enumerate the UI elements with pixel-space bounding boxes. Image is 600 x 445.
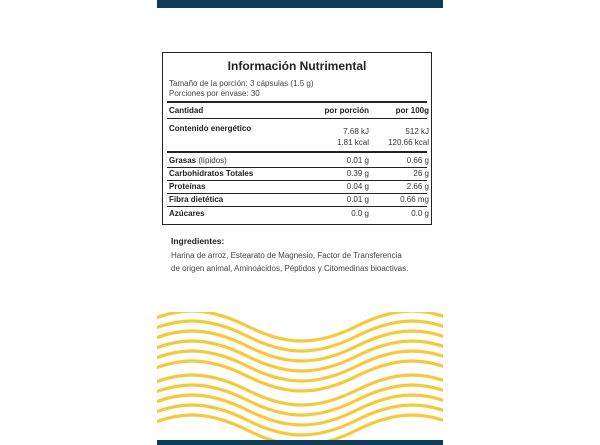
divider <box>167 118 427 119</box>
wave-pattern <box>157 312 443 440</box>
ingredients-text: Harina de arroz, Estearato de Magnesio, Factor de Transferencia de origen animal, Aminoácidos, Péptidos y Citomedinas bioactivas. <box>171 251 409 273</box>
nutrient-name: Proteínas <box>169 182 206 191</box>
divider <box>167 167 427 168</box>
nutrient-per-100g: 2.66 g <box>406 182 429 191</box>
top-bar <box>157 0 443 8</box>
wave-line <box>157 312 443 341</box>
nutrient-per-100g: 0.66 g <box>406 156 429 165</box>
divider <box>167 193 427 194</box>
wave-line <box>157 395 443 425</box>
bottom-bar <box>157 440 443 445</box>
servings-per-container: Porciones por envase: 30 <box>169 89 260 98</box>
energy-label: Contenido energético <box>169 124 252 133</box>
nutrient-name <box>169 156 227 165</box>
energy-per-serving-kj: 7.68 kJ <box>343 127 369 136</box>
wave-line <box>157 321 443 351</box>
header-per-serving: por porción <box>324 106 369 115</box>
nutrient-name: Carbohidratos Totales <box>169 169 254 178</box>
nutrient-per-serving: 0.0 g <box>351 209 369 218</box>
nutrition-label <box>162 52 432 225</box>
divider <box>167 101 427 103</box>
header-quantity: Cantidad <box>169 106 204 115</box>
wave-line <box>157 405 443 435</box>
ingredients-title: Ingredientes: <box>171 236 225 246</box>
nutrient-name-text: Grasas <box>169 156 197 165</box>
nutrient-per-100g: 0.0 g <box>411 209 429 218</box>
nutrient-per-serving: 0.04 g <box>346 182 369 191</box>
nutrient-per-serving: 0.01 g <box>346 156 369 165</box>
nutrient-note: (lípidos) <box>196 156 227 165</box>
wave-line <box>157 341 443 371</box>
serving-size: Tamaño de la porción: 3 cápsulas (1.5 g) <box>169 79 314 88</box>
nutrient-per-100g: 26 g <box>413 169 429 178</box>
label-title: Información Nutrimental <box>227 59 367 73</box>
nutrient-name: Fibra dietética <box>169 195 224 204</box>
wave-line <box>157 331 443 361</box>
nutrient-per-100g: 0.66 mg <box>400 195 429 204</box>
energy-per-100g-kcal: 120.66 kcal <box>388 138 429 147</box>
energy-per-100g-kj: 512 kJ <box>405 127 429 136</box>
energy-per-serving-kcal: 1.81 kcal <box>336 138 369 147</box>
divider <box>167 180 427 181</box>
nutrient-per-serving: 0.39 g <box>346 169 369 178</box>
divider <box>167 151 427 153</box>
divider <box>167 206 427 207</box>
header-per-100g: por 100g <box>395 106 429 115</box>
product-panel <box>157 0 443 445</box>
nutrient-per-serving: 0.01 g <box>346 195 369 204</box>
nutrient-name: Azúcares <box>169 209 205 218</box>
